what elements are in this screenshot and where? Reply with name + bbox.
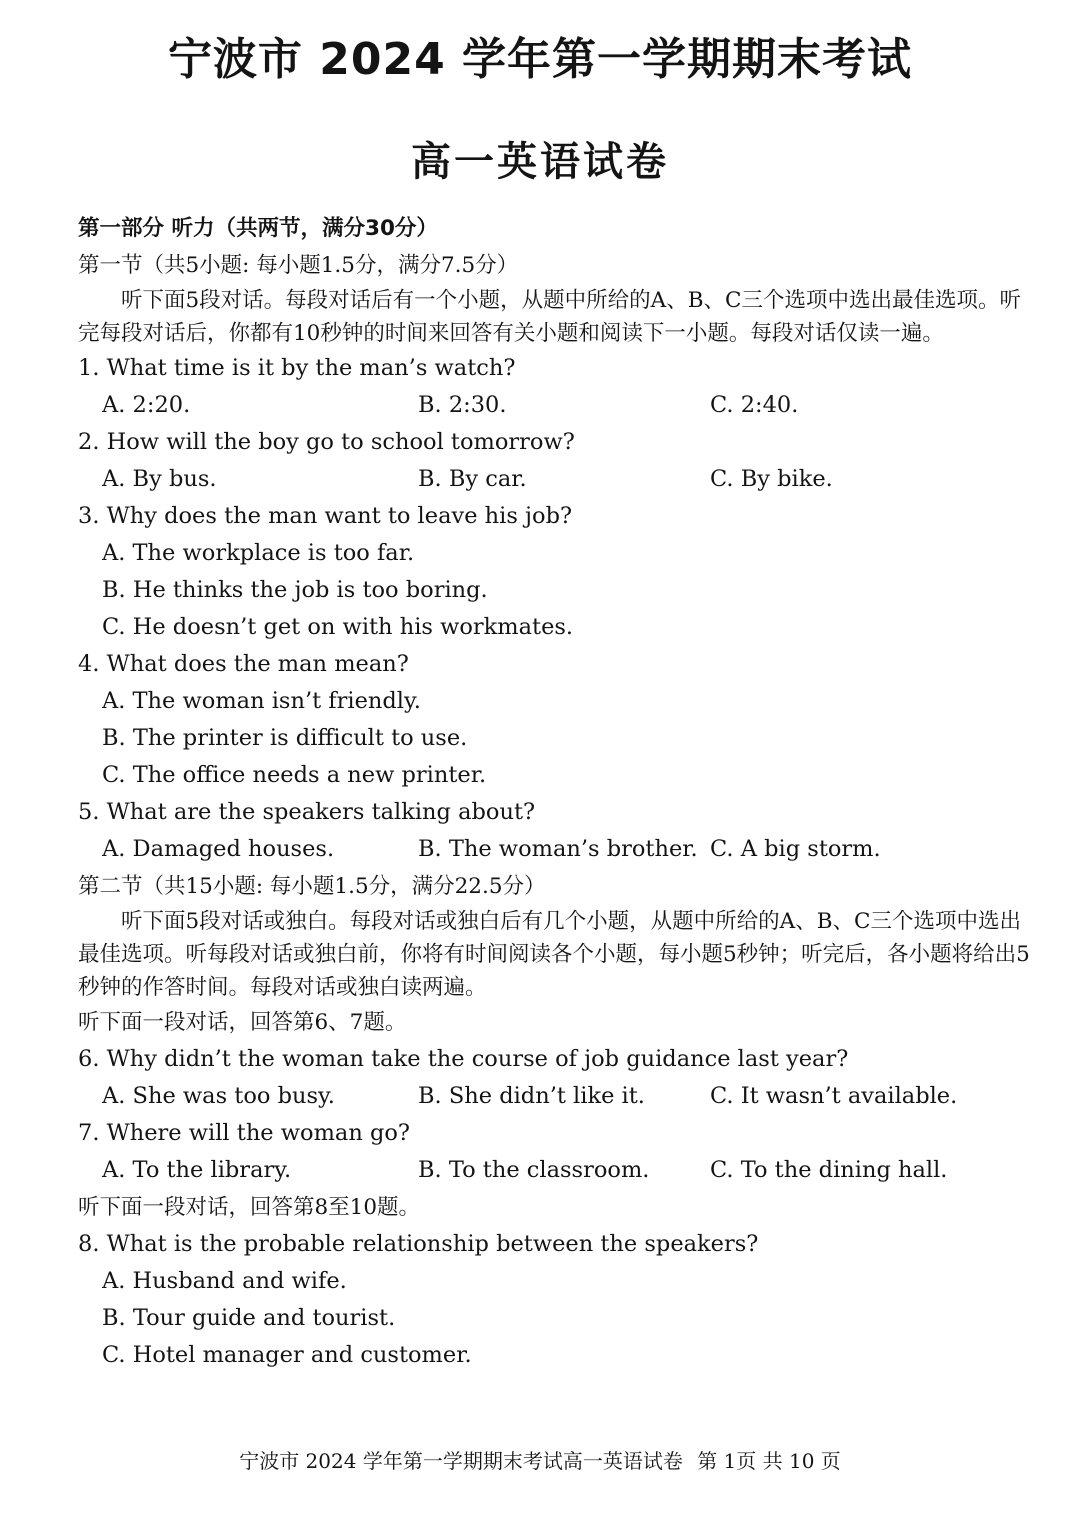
option-c: C. It wasn’t available. xyxy=(710,1083,958,1109)
question-stem: 5. What are the speakers talking about? xyxy=(78,799,536,825)
question-stem: 1. What time is it by the man’s watch? xyxy=(78,355,516,381)
section1-instructions-text: 听下面5段对话。每段对话后有一个小题，从题中所给的A、B、C三个选项中选出最佳选项。听完每段对话后，你都有10秒钟的时间来回答有关小题和阅读下一小题。每段对话仅读一遍。 xyxy=(78,288,1021,346)
option-c: C. Hotel manager and customer. xyxy=(102,1342,472,1368)
option-b: B. The printer is difficult to use. xyxy=(102,725,468,751)
section2-heading: 第二节（共15小题: 每小题1.5分，满分22.5分） xyxy=(78,874,546,899)
part1-heading: 第一部分 听力（共两节，满分30分） xyxy=(78,216,438,241)
option-c: C. To the dining hall. xyxy=(710,1157,948,1183)
option-b: B. He thinks the job is too boring. xyxy=(102,577,488,603)
options-row xyxy=(78,1152,1030,1189)
question-8 xyxy=(78,1226,1030,1374)
options-stack xyxy=(78,535,1030,646)
options-row xyxy=(78,831,1030,868)
options-row xyxy=(78,1078,1030,1115)
options-stack xyxy=(78,1263,1030,1374)
option-a: A. The woman isn’t friendly. xyxy=(102,688,421,714)
option-a: A. 2:20. xyxy=(102,392,191,418)
question-stem: 8. What is the probable relationship between the speakers? xyxy=(78,1231,759,1257)
option-c: C. The office needs a new printer. xyxy=(102,762,487,788)
question-stem: 3. Why does the man want to leave his job? xyxy=(78,503,573,529)
question-4 xyxy=(78,646,1030,794)
section2-instructions xyxy=(78,905,1030,1004)
question-stem: 6. Why didn’t the woman take the course of job guidance last year? xyxy=(78,1046,849,1072)
option-a: A. Damaged houses. xyxy=(102,836,335,862)
option-b: B. Tour guide and tourist. xyxy=(102,1305,396,1331)
question-stem: 2. How will the boy go to school tomorrow? xyxy=(78,429,575,455)
exam-title: 宁波市 2024 学年第一学期期末考试 xyxy=(167,34,913,85)
option-b: B. By car. xyxy=(418,466,527,492)
question-1 xyxy=(78,350,1030,424)
options-row xyxy=(78,387,1030,424)
question-6 xyxy=(78,1041,1030,1115)
dialog-note-8-10: 听下面一段对话，回答第8至10题。 xyxy=(78,1195,421,1220)
exam-content xyxy=(78,210,1030,1374)
footer-page-number: 第 1页 共 10 页 xyxy=(697,1449,841,1473)
dialog-note-6-7: 听下面一段对话，回答第6、7题。 xyxy=(78,1010,407,1035)
section1-instructions xyxy=(78,284,1030,350)
option-a: A. To the library. xyxy=(102,1157,292,1183)
option-a: A. By bus. xyxy=(102,466,217,492)
option-b: B. To the classroom. xyxy=(418,1157,650,1183)
option-c: C. He doesn’t get on with his workmates. xyxy=(102,614,574,640)
option-a: A. Husband and wife. xyxy=(102,1268,347,1294)
question-2 xyxy=(78,424,1030,498)
section2-instructions-text: 听下面5段对话或独白。每段对话或独白后有几个小题，从题中所给的A、B、C三个选项中选出最佳选项。听每段对话或独白前，你将有时间阅读各个小题，每小题5秒钟；听完后，各小题将给出5秒钟的作答时间。每段对话或独白读两遍。 xyxy=(78,909,1030,1000)
options-row xyxy=(78,461,1030,498)
footer-exam-name: 宁波市 2024 学年第一学期期末考试高一英语试卷 xyxy=(239,1449,683,1473)
question-5 xyxy=(78,794,1030,868)
question-3 xyxy=(78,498,1030,646)
question-stem: 4. What does the man mean? xyxy=(78,651,409,677)
option-b: B. She didn’t like it. xyxy=(418,1083,645,1109)
question-7 xyxy=(78,1115,1030,1189)
option-c: C. A big storm. xyxy=(710,836,881,862)
option-b: B. 2:30. xyxy=(418,392,507,418)
paper-subtitle: 高一英语试卷 xyxy=(411,139,669,185)
section1-heading: 第一节（共5小题: 每小题1.5分，满分7.5分） xyxy=(78,253,519,278)
question-stem: 7. Where will the woman go? xyxy=(78,1120,410,1146)
option-a: A. She was too busy. xyxy=(102,1083,335,1109)
options-stack xyxy=(78,683,1030,794)
option-a: A. The workplace is too far. xyxy=(102,540,415,566)
option-c: C. 2:40. xyxy=(710,392,799,418)
page-footer xyxy=(0,1446,1080,1476)
option-c: C. By bike. xyxy=(710,466,833,492)
option-b: B. The woman’s brother. xyxy=(418,836,698,862)
